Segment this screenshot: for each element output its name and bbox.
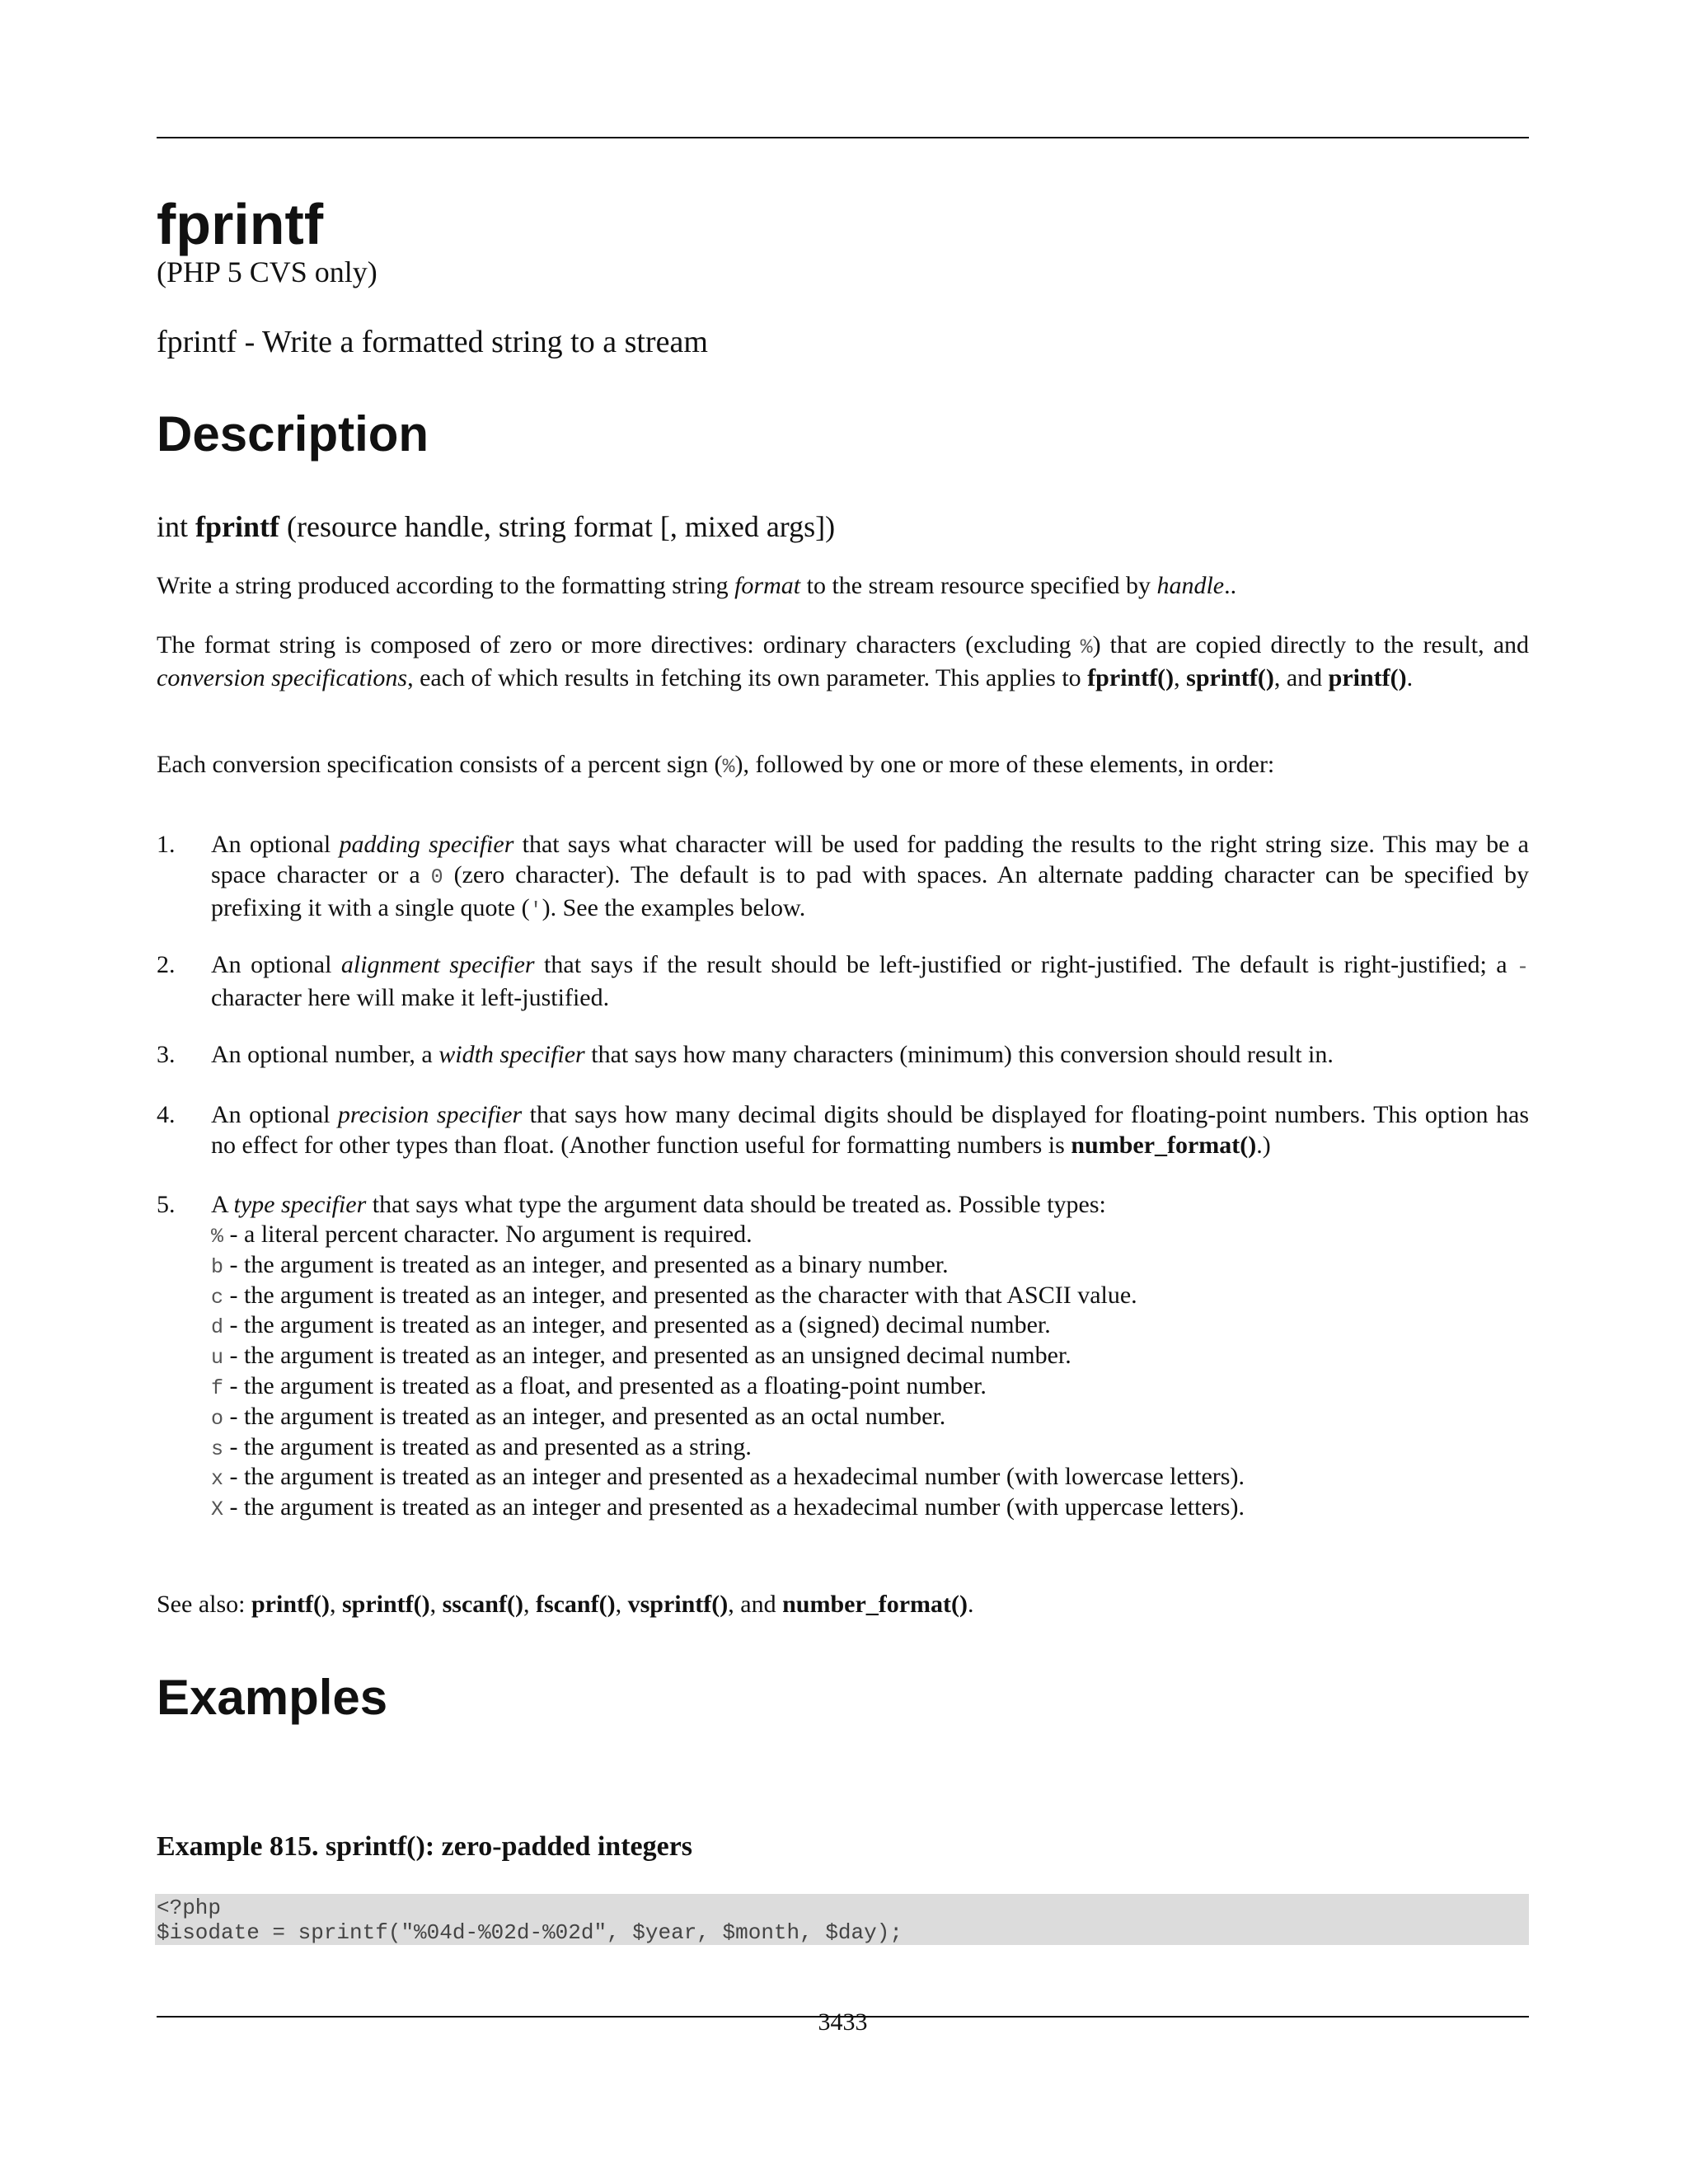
top-rule bbox=[157, 137, 1529, 138]
type-entry: % - a literal percent character. No argument is required. bbox=[211, 1221, 753, 1249]
link-number-format[interactable]: number_format() bbox=[782, 1591, 968, 1618]
link-printf[interactable]: printf() bbox=[251, 1591, 330, 1618]
type-entry: X - the argument is treated as an integer and presented as a hexadecimal number (with uppercase letters). bbox=[211, 1493, 1245, 1522]
type-entry: f - the argument is treated as a float, and presented as a floating-point number. bbox=[211, 1371, 987, 1400]
type-entry: b - the argument is treated as an integer, and presented as a binary number. bbox=[211, 1250, 949, 1279]
link-sprintf[interactable]: sprintf() bbox=[341, 1591, 430, 1618]
type-entry: o - the argument is treated as an integer, and presented as an octal number. bbox=[211, 1402, 946, 1431]
param-format: format bbox=[734, 572, 801, 599]
see-also: See also: printf(), sprintf(), sscanf(), fscanf(), vsprintf(), and number_format(). bbox=[157, 1591, 974, 1618]
function-name: fprintf bbox=[195, 510, 280, 543]
code-line: <?php bbox=[157, 1896, 222, 1920]
link-fscanf[interactable]: fscanf() bbox=[535, 1591, 616, 1618]
link-number-format[interactable]: number_format() bbox=[1071, 1132, 1257, 1159]
code-line: $isodate = sprintf("%04d-%02d-%02d", $year, $month, $day); bbox=[157, 1920, 903, 1945]
link-sscanf[interactable]: sscanf() bbox=[442, 1591, 523, 1618]
type-entry: u - the argument is treated as an integer, and presented as an unsigned decimal number. bbox=[211, 1342, 1071, 1371]
description-heading: Description bbox=[157, 406, 429, 462]
paragraph-write: Write a string produced according to the formatting string format to the stream resource specified by handle.. bbox=[157, 572, 1237, 599]
param-handle: handle bbox=[1156, 572, 1225, 599]
page-title: fprintf bbox=[157, 192, 324, 256]
type-entry: x - the argument is treated as an integer and presented as a hexadecimal number (with lowercase letters). bbox=[211, 1463, 1245, 1492]
link-vsprintf[interactable]: vsprintf() bbox=[627, 1591, 729, 1618]
return-type: int bbox=[157, 510, 189, 543]
example-title: Example 815. sprintf(): zero-padded integers bbox=[157, 1831, 693, 1862]
link-printf[interactable]: printf() bbox=[1328, 664, 1407, 691]
link-sprintf[interactable]: sprintf() bbox=[1186, 664, 1274, 691]
function-synopsis bbox=[157, 509, 835, 545]
paragraph-format-string: The format string is composed of zero or more directives: ordinary characters (excluding %) that are copied directly to the result, and conversion specifications, each of which results in fetching its own parameter. This applies to fprintf(), sprintf(), and printf(). bbox=[157, 631, 1530, 691]
type-entry: s - the argument is treated as and presented as a string. bbox=[211, 1432, 752, 1461]
link-fprintf[interactable]: fprintf() bbox=[1087, 664, 1175, 691]
type-list bbox=[211, 1220, 1529, 1523]
function-params: (resource handle, string format [, mixed args]) bbox=[287, 510, 836, 543]
code-block bbox=[155, 1894, 1529, 1945]
type-entry: c - the argument is treated as an integer, and presented as the character with that ASCII value. bbox=[211, 1281, 1137, 1310]
function-purpose: fprintf - Write a formatted string to a stream bbox=[157, 325, 708, 359]
examples-heading: Examples bbox=[157, 1670, 388, 1725]
page-number: 3433 bbox=[818, 2008, 868, 2036]
paragraph-conversion-spec: Each conversion specification consists of a percent sign (%), followed by one or more of these elements, in order: bbox=[157, 751, 1275, 779]
availability-note: (PHP 5 CVS only) bbox=[157, 255, 377, 288]
type-entry: d - the argument is treated as an integer, and presented as a (signed) decimal number. bbox=[211, 1311, 1051, 1340]
